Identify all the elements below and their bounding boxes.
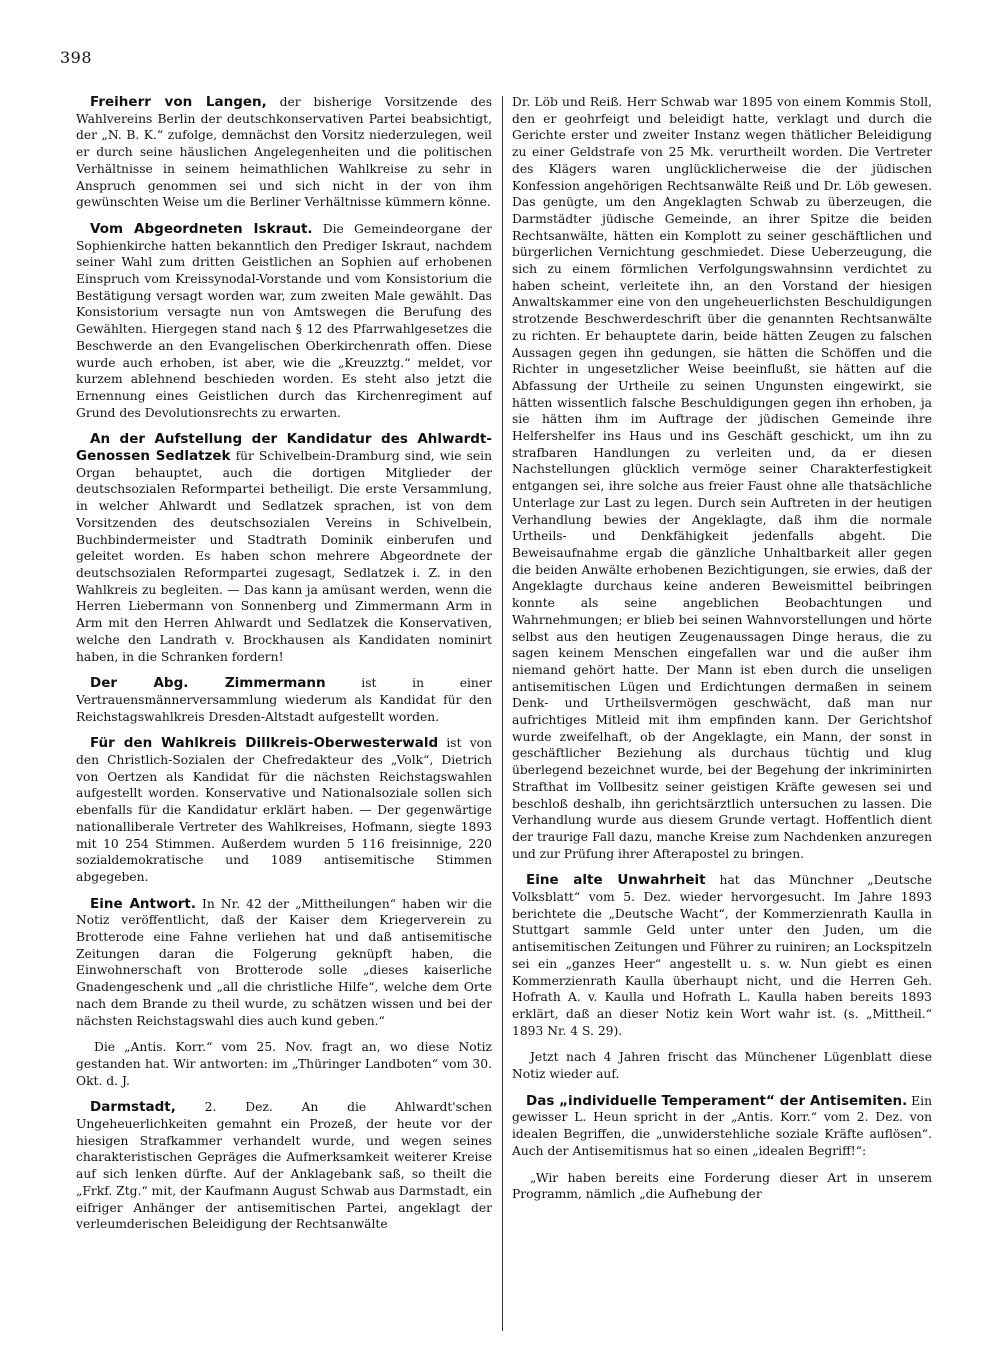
article-text: ist von den Christlich-Sozialen der Chefredakteur des „Volk“, Dietrich von Oertzen als Kandidat für die nächsten Reichstagswahlen aufgestellt worden. Konservative und Nationalsoziale sollen sich ebenfalls für die Kandidatur erklärt haben. — Der gegenwärtige nationalliberale Vertreter des Wahlkreises, Hofmann, siegte 1893 mit 10 254 Stimmen. Außerdem wurden 5 116 freisinnige, 220 sozialdemokratische und 1089 antisemitische Stimmen abgegeben.	[76, 736, 492, 884]
article-temperament	[512, 1093, 932, 1160]
right-column	[512, 94, 932, 1333]
article-headline: Eine alte Unwahrheit	[526, 872, 706, 889]
article-text: Die Gemeindeorgane der Sophienkirche hatten bekanntlich den Prediger Iskraut, nachdem seiner Wahl zum dritten Geistlichen an Sophien auf erhobenen Einspruch vom Kreissynodal-Vorstande und vom Konsistorium die Bestätigung versagt worden war, zum zweiten Male gewählt. Das Konsistorium versagte nun von Amtswegen die Berufung des Gewählten. Hiergegen stand nach § 12 des Pfarrwahlgesetzes die Beschwerde an den Evangelischen Oberkirchenrath offen. Diese wurde auch erhoben, ist aber, wie die „Kreuzztg.“ meldet, vor kurzem ablehnend beschieden worden. Es steht also jetzt die Ernennung eines Geistlichen durch das Kirchenregiment auf Grund des Devolutionsrechts zu erwarten.	[76, 221, 492, 420]
article-langen	[76, 94, 492, 211]
article-headline: Vom Abgeordneten Iskraut.	[90, 220, 313, 237]
article-text: 2. Dez. An die Ahlwardt'schen Ungeheuerlichkeiten gemahnt ein Prozeß, der heute vor der hiesigen Strafkammer verhandelt wurde, und wegen seines charakteristischen Gepräges die Aufmerksamkeit weiterer Kreise auf sich lenken dürfte. Auf der Anklagebank saß, so theilt die „Frkf. Ztg.“ mit, der Kaufmann August Schwab aus Darmstadt, ein eifriger Anhänger der antisemitischen Partei, angeklagt der verleumderischen Beleidigung der Rechtsanwälte	[76, 1100, 492, 1232]
article-dillkreis	[76, 735, 492, 885]
article-text: für Schivelbein-Dramburg sind, wie sein Organ behauptet, auch die dortigen Mitglieder der deutschsozialen Reformpartei betheiligt. Die erste Versammlung, in welcher Ahlwardt und Sedlatzek sprachen, ist von dem Vorsitzenden des deutschsozialen Vereins in Schivelbein, Buchbindermeister und Stadtrath Dominik einberufen und geleitet worden. Es haben schon mehrere Abgeordnete der deutschsozialen Reformpartei zugesagt, Sedlatzek i. Z. in den Wahlkreis zu begleiten. — Das kann ja amüsant werden, wenn die Herren Liebermann von Sonnenberg und Zimmermann Arm in Arm mit den Herren Ahlwardt und Sedlatzek die Konservativen, welche den Landrath v. Brockhausen als Kandidaten nominirt haben, in die Schranken fordern!	[76, 449, 492, 664]
article-antwort	[76, 896, 492, 1030]
article-headline: Eine Antwort.	[90, 895, 196, 912]
column-divider	[502, 96, 503, 1331]
article-headline: Für den Wahlkreis Dillkreis-Oberwesterwald	[90, 735, 439, 752]
left-column	[76, 94, 492, 1333]
article-text: Die „Antis. Korr.“ vom 25. Nov. fragt an, wo diese Notiz gestanden hat. Wir antworten: im „Thüringer Landboten“ vom 30. Okt. d. J.	[76, 1040, 492, 1088]
article-headline: Der Abg. Zimmermann	[90, 675, 326, 692]
article-sedlatzek	[76, 431, 492, 665]
article-alte-unwahrheit	[512, 872, 932, 1039]
article-text: ist in einer Vertrauensmännerversammlung wiederum als Kandidat für den Reichstagswahlkreis Dresden-Altstadt aufgestellt worden.	[76, 676, 492, 724]
article-alte-unwahrheit-continued	[512, 1049, 932, 1082]
article-iskraut	[76, 221, 492, 421]
article-text: In Nr. 42 der „Mittheilungen“ haben wir die Notiz veröffentlicht, daß der Kaiser dem Kriegerverein zu Brotterode eine Fahne verliehen hat und daß antisemitische Zeitungen daran die Folgerung geknüpft haben, die Einwohnerschaft von Brotterode solle „dieses kaiserliche Gnadengeschenk und „all die christliche Hilfe“, welche dem Orte nach dem Brande zu theil wurde, zu schätzen wissen und bei der nächsten Reichstagswahl dies auch kund geben.“	[76, 896, 492, 1028]
article-text: hat das Münchner „Deutsche Volksblatt“ vom 5. Dez. wieder hervorgesucht. Im Jahre 1893 berichtete die „Deutsche Wacht“, der Kommerzienrath Kaulla in Stuttgart sammle Geld unter unter den Juden, um die antisemitischen Zeitungen und Führer zu ruiniren; an Lockspitzeln sei ein „ganzes Heer“ angestellt u. s. w. Nun giebt es einen Kommerzienrath Kaulla überhaupt nicht, und die Herren Geh. Hofrath A. v. Kaulla und Hofrath L. Kaulla haben bereits 1893 erklärt, daß an dieser Notiz kein Wort wahr ist. (s. „Mittheil.“ 1893 Nr. 4 S. 29).	[512, 873, 932, 1038]
article-temperament-quote	[512, 1170, 932, 1203]
article-headline: Freiherr von Langen,	[90, 94, 267, 110]
article-text: der bisherige Vorsitzende des Wahlvereins Berlin der deutschkonservativen Partei beabsichtigt, der „N. B. K.“ zufolge, demnächst den Vorsitz niederzulegen, weil er durch seine häuslichen Angelegenheiten und die politischen Verhältnisse in seinem heimathlichen Wahlkreise zu sehr in Anspruch genommen sei und sich nicht in der von ihm gewünschten Weise um die Berliner Verhältnisse kümmern könne.	[76, 95, 492, 210]
article-text: Jetzt nach 4 Jahren frischt das Münchener Lügenblatt diese Notiz wieder auf.	[512, 1050, 932, 1082]
article-headline: Darmstadt,	[90, 1099, 176, 1116]
article-text: Ein gewisser L. Heun spricht in der „Antis. Korr.“ vom 2. Dez. von idealen Begriffen, die „unwiderstehliche soziale Kräfte auflösen“. Auch der Antisemitismus hat so einen „idealen Begriff!“:	[512, 1093, 932, 1158]
article-headline: Das „individuelle Temperament“ der Antisemiten.	[526, 1092, 908, 1109]
article-antwort-continued	[76, 1039, 492, 1089]
page-number: 398	[60, 48, 93, 67]
article-text: Dr. Löb und Reiß. Herr Schwab war 1895 von einem Kommis Stoll, den er geohrfeigt und beleidigt hatte, verklagt und durch die Gerichte erster und zweiter Instanz wegen thätlicher Beleidigung zu einer Geldstrafe von 25 Mk. verurtheilt worden. Die Vertreter des Klägers waren unglücklicherweise die der jüdischen Konfession angehörigen Rechtsanwälte Reiß und Dr. Löb gewesen. Das genügte, um den Angeklagten Schwab zu überzeugen, die Darmstädter jüdische Gemeinde, an ihrer Spitze die beiden Rechtsanwälte, hätten ein Komplott zu seiner geschäftlichen und bürgerlichen Vernichtung geschmiedet. Diese Ueberzeugung, die sich zu einem förmlichen Verfolgungswahnsinn verdichtet zu haben scheint, verleitete ihn, an den Vorstand der hiesigen Anwaltskammer eine von den ungeheuerlichsten Beschuldigungen strotzende Beschwerdeschrift über die genannten Rechtsanwälte zu richten. Er behauptete darin, beide hätten Zeugen zu falschen Aussagen gegen ihn gedungen, sie hätten die Schöffen und die Richter in ungesetzlicher Weise beeinflußt, sie hätten auf die Abfassung der Urtheile zu seinen Ungunsten eingewirkt, sie hätten wissentlich falsche Beschuldigungen gegen ihn erhoben, ja sie hätten ihm im Auftrage der jüdischen Gemeinde ihre Helfershelfer ins Haus und ins Geschäft geschickt, um ihn zu strafbaren Handlungen zu verleiten und, da er diesen Nachstellungen glücklich vermöge seiner Charakterfestigkeit entgangen sei, ihre solche aus freier Faust ohne alle thatsächliche Unterlage zur Last zu legen. Durch sein Auftreten in der heutigen Verhandlung bewies der Angeklagte, daß ihm die normale Urtheils- und Denkfähigkeit jedenfalls abgeht. Die Beweisaufnahme ergab die gänzliche Unhaltbarkeit aller gegen die beiden Anwälte erhobenen Bezichtigungen, sie erwies, daß der Angeklagte durchaus keine anderen Beweismittel beibringen konnte als seine angeblichen Beobachtungen und Wahrnehmungen; er blieb bei seinen Wahnvorstellungen und hörte selbst aus den heutigen Zeugenaussagen Dinge heraus, die zu sagen keinem Menschen eingefallen war und die außer ihm niemand gehört hatte. Der Mann ist eben durch die unseligen antisemitischen Lügen und Erdichtungen dermaßen in seinem Denk- und Urtheilsvermögen geschwächt, daß man nur aufrichtiges Mitleid mit ihm empfinden kann. Der Gerichtshof wurde zweifelhaft, ob der Angeklagte, ein Mann, der sonst in geschäftlicher Beziehung als durchaus tüchtig und klug überlegend bezeichnet wurde, bei der Begehung der inkriminirten Strafthat im Vollbesitz seiner geistigen Kräfte gewesen sei und beschloß deshalb, ihn gerichtsärztlich untersuchen zu lassen. Die Verhandlung wurde aus diesem Grunde vertagt. Hoffentlich dient der traurige Fall dazu, manche Kreise zum Nachdenken anzuregen und zur Prüfung ihrer Afterapostel zu bringen.	[512, 95, 932, 861]
article-text: „Wir haben bereits eine Forderung dieser Art in unserem Programm, nämlich „die Aufhebung der	[512, 1170, 932, 1202]
article-darmstadt-continued	[512, 94, 932, 862]
article-zimmermann	[76, 675, 492, 725]
article-headline: An der Aufstellung der Kandidatur des Ahlwardt-Genossen Sedlatzek	[76, 431, 492, 465]
article-darmstadt	[76, 1099, 492, 1233]
